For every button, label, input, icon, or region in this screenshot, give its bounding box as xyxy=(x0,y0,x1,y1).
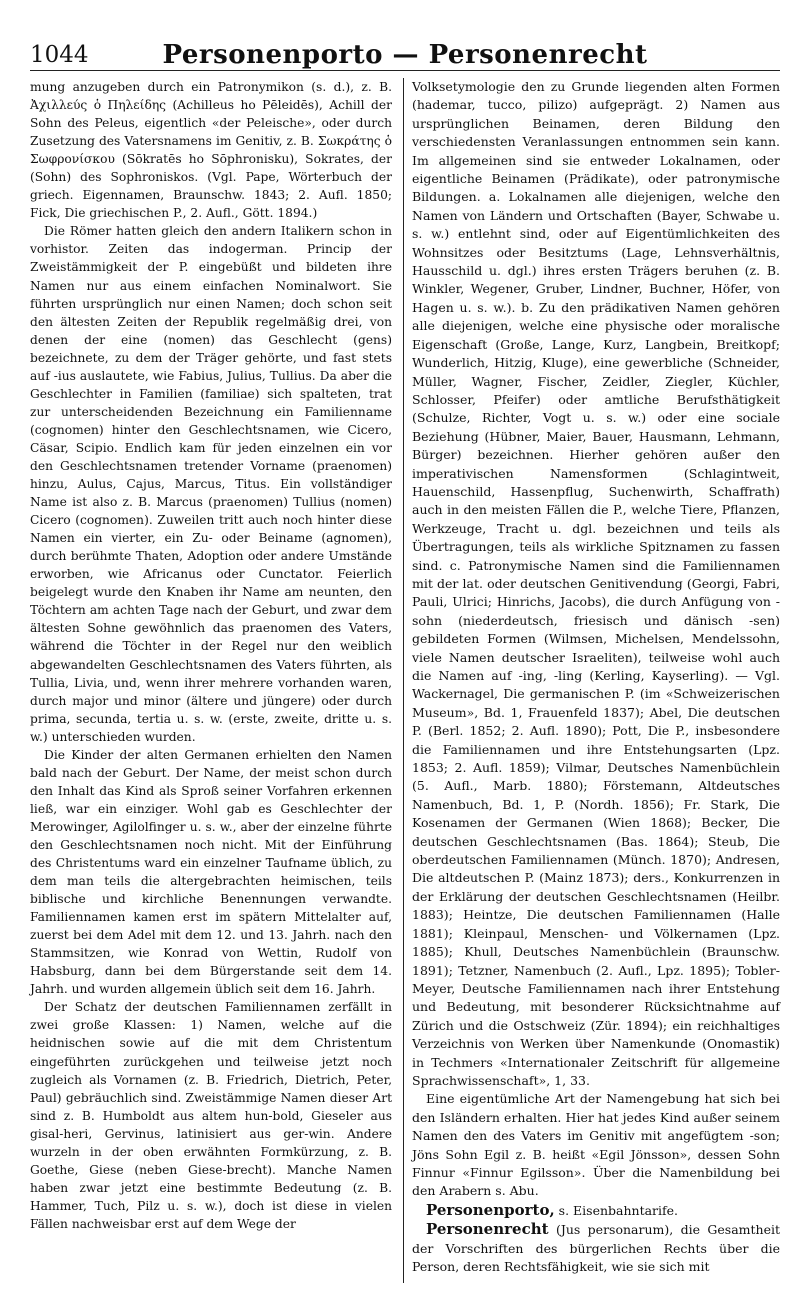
entry-personenrecht xyxy=(412,1220,780,1276)
paragraph: mung anzugeben durch ein Patronymikon (s. d.), z. B. Ἀχιλλεύς ὁ Πηλείδης (Achilleus ho Pēleidēs), Achill der Sohn des Peleus, eigentlich «der Peleische», oder durch Zusetzung des Vatersnamens im Genitiv, z. B. Σωκράτης ὁ Σωφρονίσκου (Sōkratēs ho Sōphronisku), Sokrates, der (Sohn) des Sophroniskos. (Vgl. Pape, Wörterbuch der griech. Eigennamen, Braunschw. 1843; 2. Aufl. 1850; Fick, Die griechischen P., 2. Aufl., Gött. 1894.) xyxy=(30,80,392,221)
header-rule xyxy=(30,70,780,71)
entry-headword: Personenporto, xyxy=(426,1200,555,1219)
column-divider xyxy=(403,78,404,1283)
paragraph: Die Kinder der alten Germanen erhielten den Namen bald nach der Geburt. Der Name, der meist schon durch den Inhalt das Kind als Sproß seiner Vorfahren erkennen ließ, war ein einziger. Wohl gab es Geschlechter der Merowinger, Agilolfinger u. s. w., aber der einzelne führte den Geschlechtsnamen noch nicht. Mit der Einführung des Christentums ward ein einzelner Taufname üblich, zu dem man teils die altergebrachten heimischen, teils biblische und kirchliche Benennungen verwandte. Familiennamen kamen erst im spätern Mittelalter auf, zuerst bei dem Adel mit dem 12. und 13. Jahrh. nach den Stammsitzen, wie Konrad von Wettin, Rudolf von Habsburg, dann bei dem Bürgerstande seit dem 14. Jahrh. und wurden allgemein üblich seit dem 16. Jahrh. xyxy=(30,747,392,997)
entry-personenporto xyxy=(412,1201,780,1220)
paragraph: Eine eigentümliche Art der Namengebung hat sich bei den Isländern erhalten. Hier hat jedes Kind außer seinem Namen den des Vaters im Genitiv mit angefügtem -son; Jöns Sohn Egil z. B. heißt «Egil Jönsson», dessen Sohn Finnur «Finnur Egilsson». Über die Namenbildung bei den Arabern s. Abu. xyxy=(412,1091,780,1199)
running-title: Personenporto — Personenrecht xyxy=(162,40,648,70)
entry-text: s. Eisenbahntarife. xyxy=(558,1202,679,1218)
page-header xyxy=(30,38,780,74)
paragraph: Volksetymologie den zu Grunde liegenden alten Formen (hademar, tucco, pilizo) aufgeprägt. 2) Namen aus ursprünglichen Beinamen, deren Bildung den verschiedensten Veranlassungen entnommen sein kann. Im allgemeinen sind sie entweder Lokalnamen, oder eigentliche Beinamen (Prädikate), oder patronymische Bildungen. a. Lokalnamen alle diejenigen, welche den Namen von Ländern und Ortschaften (Bayer, Schwabe u. s. w.) entlehnt sind, oder auf Eigentümlichkeiten des Wohnsitzes oder Besitztums (Lage, Lehnsverhältnis, Hausschild u. dgl.) ihres ersten Trägers beruhen (z. B. Winkler, Wegener, Gruber, Lindner, Buchner, Höfer, von Hagen u. s. w.). b. Zu den prädikativen Namen gehören alle diejenigen, welche eine physische oder moralische Eigenschaft (Große, Lange, Kurz, Langbein, Breitkopf; Wunderlich, Hitzig, Kluge), eine gewerbliche (Schneider, Müller, Wagner, Fischer, Zeidler, Ziegler, Küchler, Schlosser, Pfeifer) oder amtliche Berufsthätigkeit (Schulze, Richter, Vogt u. s. w.) oder eine sociale Beziehung (Hübner, Maier, Bauer, Hausmann, Lehmann, Bürger) bezeichnen. Hierher gehören außer den imperativischen Namensformen (Schlagintweit, Hauenschild, Hassenpflug, Suchenwirth, Schaffrath) auch in den meisten Fällen die P., welche Tiere, Pflanzen, Werkzeuge, Tracht u. dgl. bezeichnen und teils als Übertragungen, teils als wirkliche Spitznamen zu fassen sind. c. Patronymische Namen sind die Familiennamen mit der lat. oder deutschen Genitivendung (Georgi, Fabri, Pauli, Ulrici; Hinrichs, Jacobs), die durch Anfügung von -sohn (niederdeutsch, friesisch und dänisch -sen) gebildeten Formen (Wilmsen, Michelsen, Mendelssohn, viele Namen deutscher Israeliten), teilweise wohl auch die Namen auf -ing, -ling (Kerling, Kayserling). — Vgl. Wackernagel, Die germanischen P. (im «Schweizerischen Museum», Bd. 1, Frauenfeld 1837); Abel, Die deutschen P. (Berl. 1852; 2. Aufl. 1890); Pott, Die P., insbesondere die Familiennamen und ihre Entstehungsarten (Lpz. 1853; 2. Aufl. 1859); Vilmar, Deutsches Namenbüchlein (5. Aufl., Marb. 1880); Förstemann, Altdeutsches Namenbuch, Bd. 1, P. (Nordh. 1856); Fr. Stark, Die Kosenamen der Germanen (Wien 1868); Becker, Die deutschen Geschlechtsnamen (Bas. 1864); Steub, Die oberdeutschen Familiennamen (Münch. 1870); Andresen, Die altdeutschen P. (Mainz 1873); ders., Konkurrenzen in der Erklärung der deutschen Geschlechtsnamen (Heilbr. 1883); Heintze, Die deutschen Familiennamen (Halle 1881); Kleinpaul, Menschen- und Völkernamen (Lpz. 1885); Khull, Deutsches Namenbüchlein (Braunschw. 1891); Tetzner, Namenbuch (2. Aufl., Lpz. 1895); Tobler-Meyer, Deutsche Familiennamen nach ihrer Entstehung und Bedeutung, mit besonderer Rücksichtnahme auf Zürich und die Ostschweiz (Zür. 1894); ein reichhaltiges Verzeichnis von Werken über Namenkunde (Onomastik) in Techmers «Internationaler Zeitschrift für allgemeine Sprachwissenschaft», 1, 33. xyxy=(412,79,780,1088)
entry-text: (Jus personarum), die Gesamtheit der Vorschriften des bürgerlichen Rechts über die Person, deren Rechtsfähigkeit, wie sie sich mit xyxy=(412,1222,780,1274)
page-number: 1044 xyxy=(30,42,89,68)
entry-headword: Personenrecht xyxy=(426,1220,549,1239)
paragraph: Die Römer hatten gleich den andern Italikern schon in vorhistor. Zeiten das indogerman. Princip der Zweistämmigkeit der P. eingebüßt und bildeten ihre Namen nur aus einem einfachen Nominalwort. Sie führten ursprünglich nur einen Namen; doch schon seit den ältesten Zeiten der Republik regelmäßig drei, von denen der eine (nomen) das Geschlecht (gens) bezeichnete, zu dem der Träger gehörte, und fast stets auf -ius auslautete, wie Fabius, Julius, Tullius. Da aber die Geschlechter in Familien (familiae) sich spalteten, trat zur unterscheidenden Bezeichnung ein Familienname (cognomen) hinter den Geschlechtsnamen, wie Cicero, Cäsar, Scipio. Endlich kam für jeden einzelnen ein vor den Geschlechtsnamen tretender Vorname (praenomen) hinzu, Aulus, Cajus, Marcus, Titus. Ein vollständiger Name ist also z. B. Marcus (praenomen) Tullius (nomen) Cicero (cognomen). Zuweilen tritt auch noch hinter diese Namen ein vierter, ein Zu- oder Beiname (agnomen), durch berühmte Thaten, Adoption oder andere Umstände erworben, wie Africanus oder Cunctator. Feierlich beigelegt wurde den Knaben ihr Name am neunten, den Töchtern am achten Tage nach der Geburt, und zwar dem ältesten Sohne gewöhnlich das praenomen des Vaters, während die Töchter in der Regel nur den weiblich abgewandelten Geschlechtsnamen des Vaters führten, als Tullia, Livia, und, wenn ihrer mehrere vorhanden waren, durch major und minor (ältere und jüngere) oder durch prima, secunda, tertia u. s. w. (erste, zweite, dritte u. s. w.) unterschieden wurden. xyxy=(30,224,392,744)
right-column xyxy=(412,78,780,1276)
paragraph: Der Schatz der deutschen Familiennamen zerfällt in zwei große Klassen: 1) Namen, welche auf die heidnischen sowie auf die mit dem Christentum eingeführten zurückgehen und teilweise jetzt noch zugleich als Vornamen (z. B. Friedrich, Dietrich, Peter, Paul) gebräuchlich sind. Zweistämmige Namen dieser Art sind z. B. Humboldt aus altem hun-bold, Gieseler aus gisal-heri, Gervinus, latinisiert aus ger-win. Andere wurzeln in der oben erwähnten Formkürzung, z. B. Goethe, Giese (neben Giese-brecht). Manche Namen haben zwar jetzt eine bestimmte Bedeutung (z. B. Hammer, Tuch, Pilz u. s. w.), doch ist diese in vielen Fällen nachweisbar erst auf dem Wege der xyxy=(30,1000,392,1231)
left-column xyxy=(30,78,392,1233)
